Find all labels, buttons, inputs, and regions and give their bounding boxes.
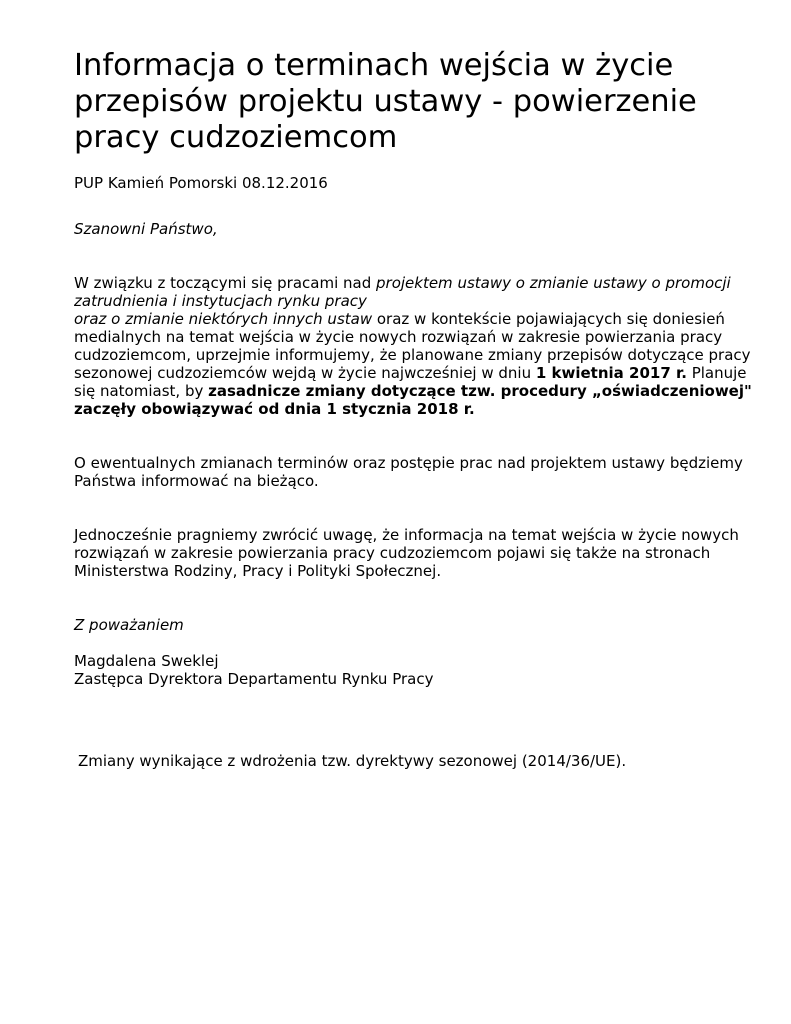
paragraph-2-line-2: Państwa informować na bieżąco.	[74, 472, 319, 490]
paragraph-1-text: W związku z toczącymi się pracami nad	[74, 274, 376, 292]
paragraph-1	[74, 274, 764, 418]
signature	[74, 652, 764, 688]
paragraph-1-act-title-cont: oraz o zmianie niektórych innych ustaw	[74, 310, 373, 328]
document-meta: PUP Kamień Pomorski 08.12.2016	[74, 174, 328, 192]
closing: Z poważaniem	[74, 616, 184, 634]
paragraph-2	[74, 454, 764, 490]
document-page	[74, 48, 764, 770]
paragraph-1-text-cont: oraz w kontekście pojawiających się doniesień medialnych na temat wejścia w życie nowych rozwiązań w zakresie powierzania pracy cudzoziemcom, uprzejmie informujemy, że planowane zmiany przepisów dotyczące pracy sezonowej cudzoziemców wejdą w życie najwcześniej w dniu	[74, 310, 751, 382]
paragraph-1-text-end: Planuje się natomiast, by	[74, 364, 747, 400]
footnote: Zmiany wynikające z wdrożenia tzw. dyrektywy sezonowej (2014/36/UE).	[78, 752, 627, 770]
signature-position: Zastępca Dyrektora Departamentu Rynku Pracy	[74, 670, 434, 688]
signature-name: Magdalena Sweklej	[74, 652, 219, 670]
paragraph-2-line-1: O ewentualnych zmianach terminów oraz postępie prac nad projektem ustawy będziemy	[74, 454, 743, 472]
paragraph-1-procedure-note: zasadnicze zmiany dotyczące tzw. procedury „oświadczeniowej" zaczęły obowiązywać od dnia 1 stycznia 2018 r.	[74, 382, 752, 418]
paragraph-3: Jednocześnie pragniemy zwrócić uwagę, że informacja na temat wejścia w życie nowych rozwiązań w zakresie powierzania pracy cudzoziemcom pojawi się także na stronach Ministerstwa Rodziny, Pracy i Polityki Społecznej.	[74, 526, 739, 580]
paragraph-1-date: 1 kwietnia 2017 r.	[535, 364, 687, 382]
document-title: Informacja o terminach wejścia w życie przepisów projektu ustawy - powierzenie pracy cudzoziemcom	[74, 48, 697, 155]
paragraph-1-act-title: projektem ustawy o zmianie ustawy o promocji zatrudnienia i instytucjach rynku pracy	[74, 274, 731, 310]
salutation: Szanowni Państwo,	[74, 220, 218, 238]
